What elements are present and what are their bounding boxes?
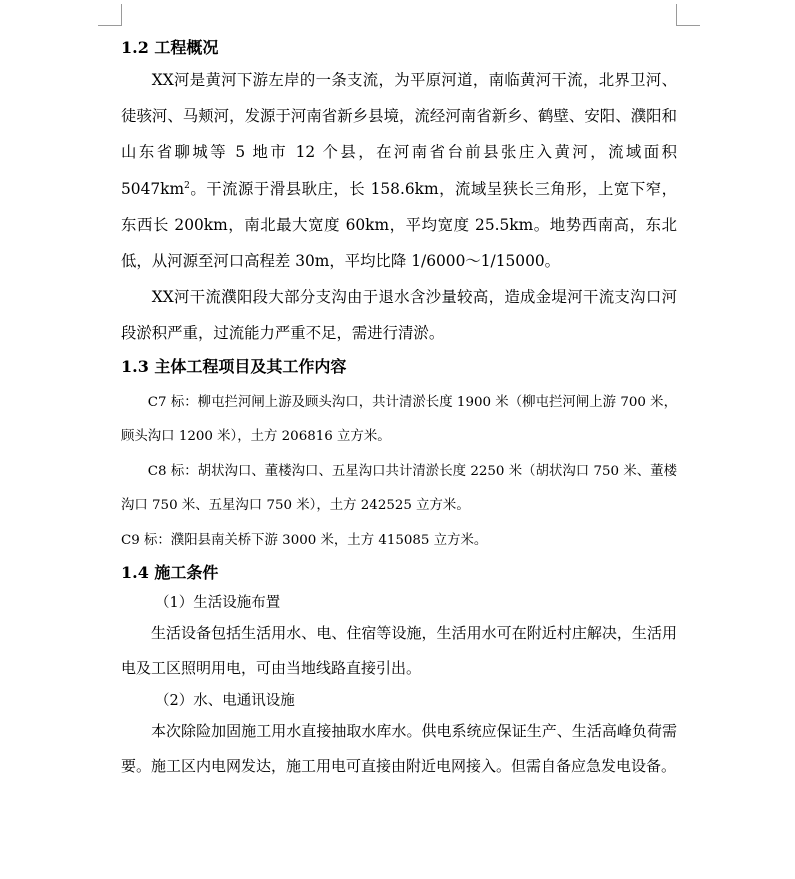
document-body [121,36,677,784]
section-heading-1-3: 1.3 主体工程项目及其工作内容 [121,356,347,376]
section-heading-1-4: 1.4 施工条件 [121,563,219,583]
paragraph-water-power: 本次除险加固施工用水直接抽取水库水。供电系统应保证生产、生活高峰负荷需要。施工区内电网发达，施工用电可直接由附近电网接入。但需自备应急发电设备。 [121,722,677,776]
paragraph-dredging-reason: XX河干流濮阳段大部分支沟由于退水含沙量较高，造成金堤河干流支沟口河段淤积严重，过流能力严重不足，需进行清淤。 [121,288,677,343]
sub-heading-water-power: （2）水、电通讯设施 [155,693,295,710]
paragraph-living-facilities: 生活设备包括生活用水、电、住宿等设施，生活用水可在附近村庄解决，生活用电及工区照明用电，可由当地线路直接引出。 [121,624,677,678]
paragraph-overview-text: XX河是黄河下游左岸的一条支流，为平原河道，南临黄河干流，北界卫河、徒骇河、马颊河，发源于河南省新乡县境，流经河南省新乡、鹤壁、安阳、濮阳和山东省聊城等 5 地市 12 个县，在河南省台前县张庄入黄河，流域面积 5047km [121,71,677,198]
page-corner-mark-left-horizontal [98,25,122,26]
item-c8: C8 标：胡状沟口、董楼沟口、五星沟口共计清淤长度 2250 米（胡状沟口 750 米、董楼沟口 750 米、五星沟口 750 米），土方 242525 立方米。 [121,463,677,514]
item-c7: C7 标：柳屯拦河闸上游及顾头沟口，共计清淤长度 1900 米（柳屯拦河闸上游 700 米，顾头沟口 1200 米），土方 206816 立方米。 [121,394,677,445]
superscript-2: 2 [184,180,190,191]
section-heading-1-2: 1.2 工程概况 [121,38,219,57]
page-corner-mark-right-vertical [676,4,677,26]
page-corner-mark-left-vertical [121,4,122,26]
item-c9: C9 标：濮阳县南关桥下游 3000 米，土方 415085 立方米。 [121,532,488,548]
paragraph-overview [121,62,677,279]
sub-heading-living-facilities: （1）生活设施布置 [155,595,281,612]
paragraph-overview-text-cont: 。干流源于滑县耿庄，长 158.6km，流域呈狭长三角形，上宽下窄，东西长 200km，南北最大宽度 60km，平均宽度 25.5km。地势西南高，东北低，从河源至河口高程差 30m，平均比降 1/6000～1/15000。 [121,179,677,271]
page-corner-mark-right-horizontal [676,25,700,26]
